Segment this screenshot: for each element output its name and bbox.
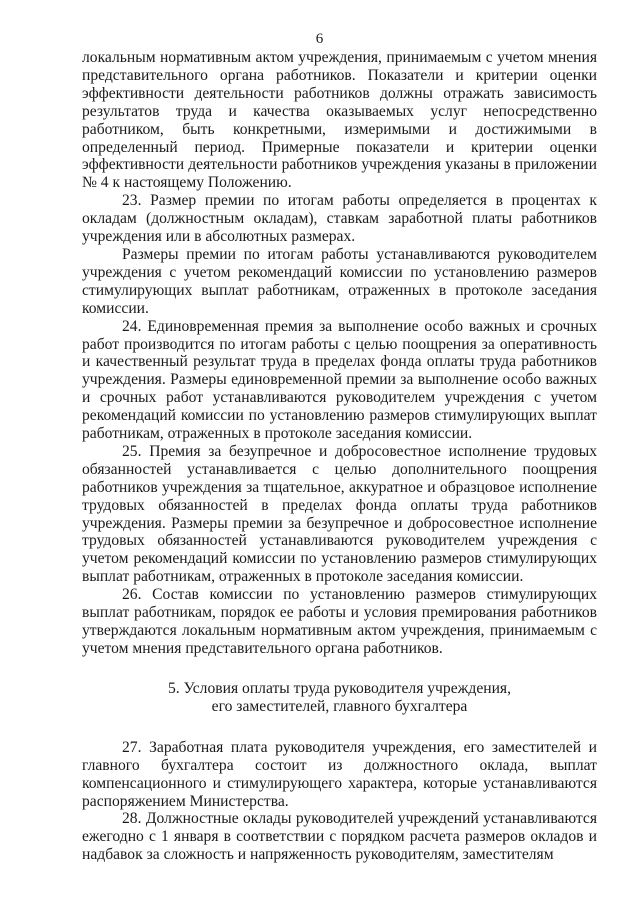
section-heading-line-1: 5. Условия оплаты труда руководителя учреждения,: [167, 679, 512, 697]
paragraph-continuation: локальным нормативным актом учреждения, принимаемым с учетом мнения представительного органа работников. Показатели и критерии оценки эффективности деятельности работников должны отражать зависимость результатов труда и качества оказываемых услуг непосредственно работником, быть конкретными, измеримыми и достижимыми в определенный период. Примерные показатели и критерии оценки эффективности деятельности работников учреждения указаны в приложении № 4 к настоящему Положению.: [82, 49, 597, 192]
paragraph-28: 28. Должностные оклады руководителей учреждений устанавливаются ежегодно с 1 января в соответствии с порядком расчета размеров окладов и надбавок за сложность и напряженность руководителям, заместителям: [82, 810, 597, 864]
document-body: [82, 49, 597, 864]
section-heading: [82, 680, 597, 716]
paragraph-27: 27. Заработная плата руководителя учреждения, его заместителей и главного бухгалтера состоит из должностного оклада, выплат компенсационного и стимулирующего характера, которые устанавливаются распоряжением Министерства.: [82, 738, 597, 810]
paragraph-26: 26. Состав комиссии по установлению размеров стимулирующих выплат работникам, порядок ее работы и условия премирования работников утверждаются локальным нормативным актом учреждения, принимаемым с учетом мнения представительного органа работников.: [82, 586, 597, 657]
paragraph-23-bonus-sizes: Размеры премии по итогам работы устанавливаются руководителем учреждения с учетом рекомендаций комиссии по установлению размеров стимулирующих выплат работникам, отраженных в протоколе заседания комиссии.: [82, 245, 597, 317]
paragraph-24: 24. Единовременная премия за выполнение особо важных и срочных работ производится по итогам работы с целью поощрения за оперативность и качественный результат труда в пределах фонда оплаты труда работников учреждения. Размеры единовременной премии за выполнение особо важных и срочных работ устанавливаются руководителем учреждения с учетом рекомендаций комиссии по установлению размеров стимулирующих выплат работникам, отраженных в протоколе заседания комиссии.: [82, 317, 597, 443]
paragraph-23: 23. Размер премии по итогам работы определяется в процентах к окладам (должностным окладам), ставкам заработной платы работников учреждения или в абсолютных размерах.: [82, 192, 597, 246]
page-number: 6: [315, 31, 324, 47]
section-heading-line-2: его заместителей, главного бухгалтера: [211, 697, 468, 715]
paragraph-25: 25. Премия за безупречное и добросовестное исполнение трудовых обязанностей устанавливается с целью дополнительного поощрения работников учреждения за тщательное, аккуратное и образцовое исполнение трудовых обязанностей в пределах фонда оплаты труда работников учреждения. Размеры премии за безупречное и добросовестное исполнение трудовых обязанностей устанавливаются руководителем учреждения с учетом рекомендаций комиссии по установлению размеров стимулирующих выплат работникам, отраженных в протоколе заседания комиссии.: [82, 442, 597, 586]
